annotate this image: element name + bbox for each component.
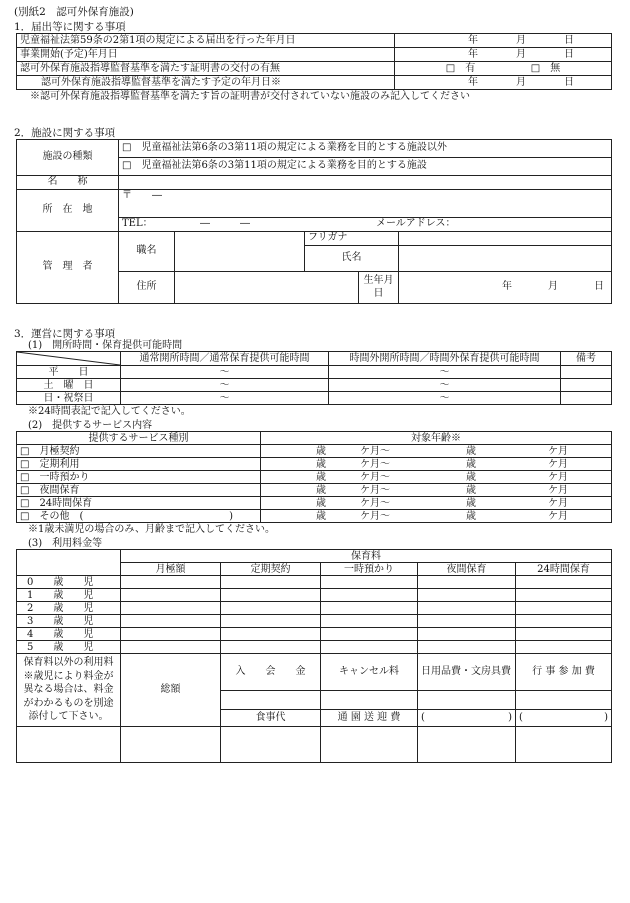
- service-type-header: 提供するサービス種別: [17, 432, 261, 445]
- diagonal-line: [17, 352, 120, 365]
- age-label: 0 歳 児: [17, 576, 121, 589]
- services-rows: [17, 445, 612, 523]
- facility-kind-option-2[interactable]: □ 児童福祉法第6条の3第11項の規定による業務を目的とする施設: [119, 157, 612, 175]
- fee-amount-field[interactable]: [321, 628, 418, 641]
- facility-kind-option-1[interactable]: □ 児童福祉法第6条の3第11項の規定による業務を目的とする施設以外: [119, 139, 612, 157]
- tel-label: TEL：: [122, 218, 153, 230]
- facility-name-field[interactable]: [119, 175, 612, 189]
- fee-column-header: 24時間保育: [516, 563, 612, 576]
- meal-fee-field[interactable]: [221, 726, 321, 762]
- fee-amount-field[interactable]: [418, 628, 516, 641]
- section-2-title: 2．施設に関する事項: [14, 126, 116, 139]
- saturday-regular-field[interactable]: ～: [121, 379, 329, 392]
- target-age-field[interactable]: 歳 ケ月～ 歳 ケ月: [261, 510, 612, 523]
- holiday-overtime-field[interactable]: ～: [329, 392, 561, 405]
- fee-amount-field[interactable]: [221, 641, 321, 654]
- service-checkbox[interactable]: □ 月極契約: [17, 445, 261, 458]
- fee-column-header: 夜間保育: [418, 563, 516, 576]
- service-checkbox[interactable]: □ その他 ( ): [17, 510, 261, 523]
- cancel-fee-label: キャンセル料: [321, 654, 418, 690]
- start-date-label: 事業開始(予定)年月日: [17, 48, 395, 62]
- service-checkbox[interactable]: □ 夜間保育: [17, 484, 261, 497]
- start-date-field[interactable]: 年 月 日: [395, 48, 612, 62]
- target-age-header: 対象年齢※: [261, 432, 612, 445]
- fee-amount-field[interactable]: [121, 589, 221, 602]
- hours-subtitle: (1) 開所時間・保育提供可能時間: [28, 339, 183, 351]
- remarks-header: 備考: [561, 352, 612, 366]
- planned-date-field[interactable]: 年 月 日: [395, 76, 612, 90]
- fee-amount-field[interactable]: [221, 576, 321, 589]
- weekday-remarks-field[interactable]: [561, 366, 612, 379]
- fee-amount-field[interactable]: [321, 576, 418, 589]
- section-1-title: 1．届出等に関する事項: [14, 21, 126, 34]
- age-label: 2 歳 児: [17, 602, 121, 615]
- fees-table: [16, 549, 612, 763]
- custom-fee-2-label[interactable]: ( ): [516, 709, 612, 726]
- furigana-label: フリガナ: [305, 231, 399, 245]
- section-1-note: ※認可外保育施設指導監督基準を満たす旨の証明書が交付されていない施設のみ記入してください: [30, 91, 470, 103]
- fee-age-row: [17, 576, 612, 589]
- facility-name-label: 名 称: [17, 175, 119, 189]
- furigana-field[interactable]: [399, 231, 612, 245]
- planned-date-label: 認可外保育施設指導監督基準を満たす予定の年月日※: [17, 76, 395, 90]
- age-label: 4 歳 児: [17, 628, 121, 641]
- fee-amount-field[interactable]: [321, 589, 418, 602]
- certificate-yes-checkbox[interactable]: □ 有: [445, 62, 476, 74]
- fee-age-row: [17, 589, 612, 602]
- saturday-label: 土 曜 日: [17, 379, 121, 392]
- fee-age-rows: [17, 576, 612, 654]
- fee-amount-field[interactable]: [516, 628, 612, 641]
- service-checkbox[interactable]: □ 定期利用: [17, 458, 261, 471]
- hours-note: ※24時間表記で記入してください。: [28, 406, 191, 418]
- fee-amount-field[interactable]: [516, 576, 612, 589]
- overtime-hours-header: 時間外開所時間／時間外保育提供可能時間: [329, 352, 561, 366]
- target-age-field[interactable]: 歳 ケ月～ 歳 ケ月: [261, 484, 612, 497]
- hours-table: [16, 351, 612, 405]
- certificate-label: 認可外保育施設指導監督基準を満たす証明書の交付の有無: [17, 62, 395, 76]
- fee-age-row: [17, 615, 612, 628]
- notification-date-field[interactable]: 年 月 日: [395, 34, 612, 48]
- birth-date-label: 生年月日: [359, 271, 399, 303]
- weekday-overtime-field[interactable]: ～: [329, 366, 561, 379]
- service-checkbox[interactable]: □ 24時間保育: [17, 497, 261, 510]
- age-label: 3 歳 児: [17, 615, 121, 628]
- facility-table: [16, 139, 612, 304]
- fee-amount-field[interactable]: [121, 615, 221, 628]
- fee-amount-field[interactable]: [221, 628, 321, 641]
- age-label: 5 歳 児: [17, 641, 121, 654]
- fee-amount-field[interactable]: [221, 589, 321, 602]
- hours-corner-cell: [17, 352, 121, 366]
- holiday-remarks-field[interactable]: [561, 392, 612, 405]
- event-fee-field[interactable]: [516, 690, 612, 709]
- notification-table: [16, 33, 612, 90]
- saturday-remarks-field[interactable]: [561, 379, 612, 392]
- service-row: [17, 510, 612, 523]
- fee-amount-field[interactable]: [418, 615, 516, 628]
- event-fee-label: 行 事 参 加 費: [516, 654, 612, 690]
- bus-fee-field[interactable]: [321, 726, 418, 762]
- fee-header: 保育料: [121, 550, 612, 563]
- bus-fee-label: 通 園 送 迎 費: [321, 709, 418, 726]
- manager-name-field[interactable]: [399, 245, 612, 271]
- regular-hours-header: 通常開所時間／通常保育提供可能時間: [121, 352, 329, 366]
- fee-amount-field[interactable]: [121, 628, 221, 641]
- target-age-field[interactable]: 歳 ケ月～ 歳 ケ月: [261, 497, 612, 510]
- service-row: [17, 471, 612, 484]
- certificate-no-checkbox[interactable]: □ 無: [530, 62, 561, 74]
- holiday-label: 日・祝祭日: [17, 392, 121, 405]
- fee-amount-field[interactable]: [516, 615, 612, 628]
- entry-fee-label: 入 会 金: [221, 654, 321, 690]
- fee-amount-field[interactable]: [121, 576, 221, 589]
- target-age-field[interactable]: 歳 ケ月～ 歳 ケ月: [261, 458, 612, 471]
- birth-date-field[interactable]: 年 月 日: [399, 271, 612, 303]
- total-field[interactable]: [121, 726, 221, 762]
- services-subtitle: (2) 提供するサービス内容: [28, 419, 153, 431]
- manager-address-field[interactable]: [175, 271, 359, 303]
- fee-amount-field[interactable]: [221, 615, 321, 628]
- fee-amount-field[interactable]: [321, 641, 418, 654]
- tel-field[interactable]: ― ―: [200, 218, 250, 230]
- manager-title-field[interactable]: [175, 231, 305, 271]
- other-fees-blank: [17, 726, 121, 762]
- target-age-field[interactable]: 歳 ケ月～ 歳 ケ月: [261, 471, 612, 484]
- fee-amount-field[interactable]: [121, 641, 221, 654]
- postal-field[interactable]: 〒 ―: [119, 189, 612, 217]
- fees-subtitle: (3) 利用料金等: [28, 537, 103, 549]
- fee-column-header: 定期契約: [221, 563, 321, 576]
- fee-column-header: 一時預かり: [321, 563, 418, 576]
- custom-fee-1-field[interactable]: [418, 726, 516, 762]
- manager-title-label: 職名: [119, 231, 175, 271]
- weekday-regular-field[interactable]: ～: [121, 366, 329, 379]
- meal-fee-label: 食事代: [221, 709, 321, 726]
- manager-label: 管 理 者: [17, 231, 119, 303]
- target-age-field[interactable]: 歳 ケ月～ 歳 ケ月: [261, 445, 612, 458]
- service-row: [17, 445, 612, 458]
- fee-amount-field[interactable]: [418, 641, 516, 654]
- holiday-regular-field[interactable]: ～: [121, 392, 329, 405]
- fee-amount-field[interactable]: [418, 589, 516, 602]
- fee-amount-field[interactable]: [121, 602, 221, 615]
- daily-goods-label: 日用品費・文房具費: [418, 654, 516, 690]
- other-fees-label: 保育料以外の利用料※歳児により料金が異なる場合は、料金がわかるものを別途添付して下さい。: [17, 654, 121, 727]
- manager-name-label: 氏名: [305, 245, 399, 271]
- email-label: メールアドレス：: [376, 218, 456, 230]
- fee-amount-field[interactable]: [516, 589, 612, 602]
- fee-age-row: [17, 641, 612, 654]
- age-label: 1 歳 児: [17, 589, 121, 602]
- services-table: [16, 431, 612, 523]
- section-3-title: 3．運営に関する事項: [14, 327, 116, 340]
- services-note: ※1歳未満児の場合のみ、月齢まで記入してください。: [28, 524, 275, 536]
- contact-row: [119, 217, 612, 231]
- form-header: (別紙2 認可外保育施設): [14, 6, 134, 18]
- fee-amount-field[interactable]: [221, 602, 321, 615]
- service-row: [17, 497, 612, 510]
- address-label: 所 在 地: [17, 189, 119, 231]
- fee-amount-field[interactable]: [418, 602, 516, 615]
- notification-date-label: 児童福祉法第59条の2第1項の規定による届出を行った年月日: [17, 34, 395, 48]
- certificate-choice: [395, 62, 612, 76]
- service-checkbox[interactable]: □ 一時預かり: [17, 471, 261, 484]
- custom-fee-2-field[interactable]: [516, 726, 612, 762]
- facility-kind-label: 施設の種類: [17, 139, 119, 175]
- fee-age-row: [17, 628, 612, 641]
- manager-address-label: 住所: [119, 271, 175, 303]
- service-row: [17, 458, 612, 471]
- cancel-fee-field[interactable]: [321, 690, 418, 709]
- fee-amount-field[interactable]: [516, 641, 612, 654]
- fee-amount-field[interactable]: [321, 602, 418, 615]
- fee-column-header: 月極額: [121, 563, 221, 576]
- entry-fee-field[interactable]: [221, 690, 321, 709]
- service-row: [17, 484, 612, 497]
- custom-fee-1-label[interactable]: ( ): [418, 709, 516, 726]
- total-label: 総額: [121, 654, 221, 727]
- weekday-label: 平 日: [17, 366, 121, 379]
- fees-corner-cell: [17, 550, 121, 576]
- fee-amount-field[interactable]: [516, 602, 612, 615]
- fee-amount-field[interactable]: [321, 615, 418, 628]
- daily-goods-field[interactable]: [418, 690, 516, 709]
- fee-age-row: [17, 602, 612, 615]
- saturday-overtime-field[interactable]: ～: [329, 379, 561, 392]
- fee-amount-field[interactable]: [418, 576, 516, 589]
